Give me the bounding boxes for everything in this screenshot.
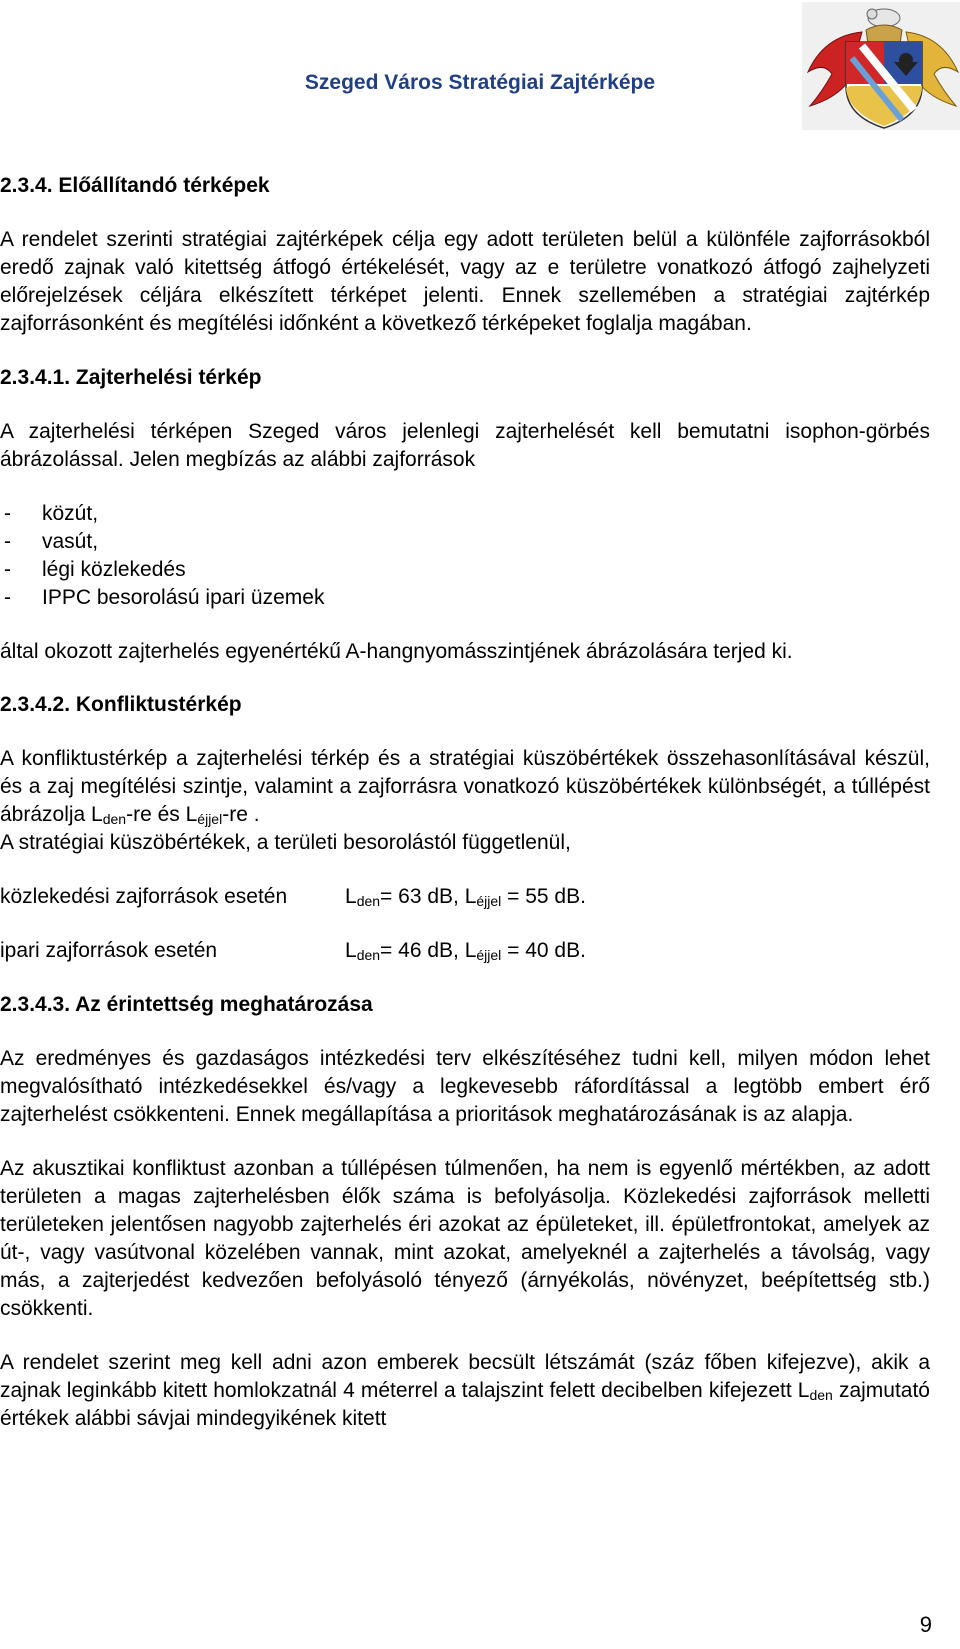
- threshold-label: ipari zajforrások esetén: [0, 939, 218, 962]
- paragraph: A zajterhelési térképen Szeged város jelenlegi zajterhelését kell bemutatni isophon-görbés ábrázolással. Jelen megbízás az alábbi zajforrások: [0, 420, 930, 471]
- paragraph: Az eredményes és gazdaságos intézkedési terv elkészítéséhez tudni kell, milyen módon lehet megvalósítható intézkedésekkel és/vagy a legkevesebb ráfordítással a legtöbb embert érő zajterhelést csökkenteni. Ennek megállapítása a prioritások meghatározásának is az alapja.: [0, 1047, 930, 1126]
- paragraph: által okozott zajterhelés egyenértékű A-hangnyomásszintjének ábrázolására terjed ki.: [0, 640, 793, 663]
- noise-source-list: [0, 500, 930, 612]
- section-heading-2-3-4-1: 2.3.4.1. Zajterhelési térkép: [0, 366, 262, 389]
- paragraph: Az akusztikai konfliktust azonban a túllépésen túlmenően, ha nem is egyenlő mértékben, az adott területen a magas zajterhelésben élők száma is befolyásolja. Közlekedési zajforrások melletti területeken jelentősen nagyobb zajterhelés éri azokat az épületeket, ill. épületfrontokat, amelyek az út-, vagy vasútvonal közelében vannak, mint azokat, amelyeknél a zajterhelés a távolság, vagy más, a zajterjedést kedvezően befolyásoló tényező (árnyékolás, növényzet, beépítettség stb.) csökkenti.: [0, 1157, 930, 1320]
- threshold-row-traffic: [0, 883, 930, 911]
- threshold-value: $L_{den}= 63$ dB, $L_{éjjel} = 55$ dB.: [345, 885, 586, 909]
- section-heading-2-3-4: 2.3.4. Előállítandó térképek: [0, 174, 270, 197]
- paragraph: A stratégiai küszöbértékek, a területi besorolástól függetlenül,: [0, 831, 571, 854]
- section-heading-2-3-4-3: 2.3.4.3. Az érintettség meghatározása: [0, 993, 373, 1016]
- list-item: - IPPC besorolású ipari üzemek: [0, 584, 930, 612]
- list-item: - közút,: [0, 500, 930, 528]
- szeged-coat-of-arms-icon: [802, 2, 960, 130]
- section-heading-2-3-4-2: 2.3.4.2. Konfliktustérkép: [0, 693, 242, 716]
- threshold-value: $L_{den}= 46$ dB, $L_{éjjel} = 40$ dB.: [345, 939, 586, 963]
- paragraph: A konfliktustérkép a zajterhelési térkép és a stratégiai küszöbértékek összehasonlításával készül, és a zaj megítélési szintje, valamint a zajforrásra vonatkozó küszöbértékek különbségét, a túllépést ábrázolja $L_{den}-re$ és $L_{éjjel}-re$ .: [0, 747, 930, 827]
- page-number: 9: [919, 1612, 932, 1637]
- list-item: - légi közlekedés: [0, 556, 930, 584]
- threshold-label: közlekedési zajforrások esetén: [0, 885, 288, 908]
- document-body: [0, 172, 930, 1433]
- threshold-row-industrial: [0, 937, 930, 965]
- header-title: Szeged Város Stratégiai Zajtérképe: [304, 71, 656, 94]
- list-item: - vasút,: [0, 528, 930, 556]
- paragraph: A rendelet szerinti stratégiai zajtérképek célja egy adott területen belül a különféle zajforrásokból eredő zajnak való kitettség átfogó értékelését, vagy az e területre vonatkozó átfogó zajhelyzeti előrejelzések céljára elkészített térképet jelenti. Ennek szellemében a stratégiai zajtérkép zajforrásonként és megítélési időnként a következő térképeket foglalja magában.: [0, 228, 930, 335]
- paragraph: A rendelet szerint meg kell adni azon emberek becsült létszámát (száz főben kifejezve), akik a zajnak leginkább kitett homlokzatnál 4 méterrel a talajszint felett decibelben kifejezett $L_{den}$ zajmutató értékek alábbi sávjai mindegyikének kitett: [0, 1351, 930, 1430]
